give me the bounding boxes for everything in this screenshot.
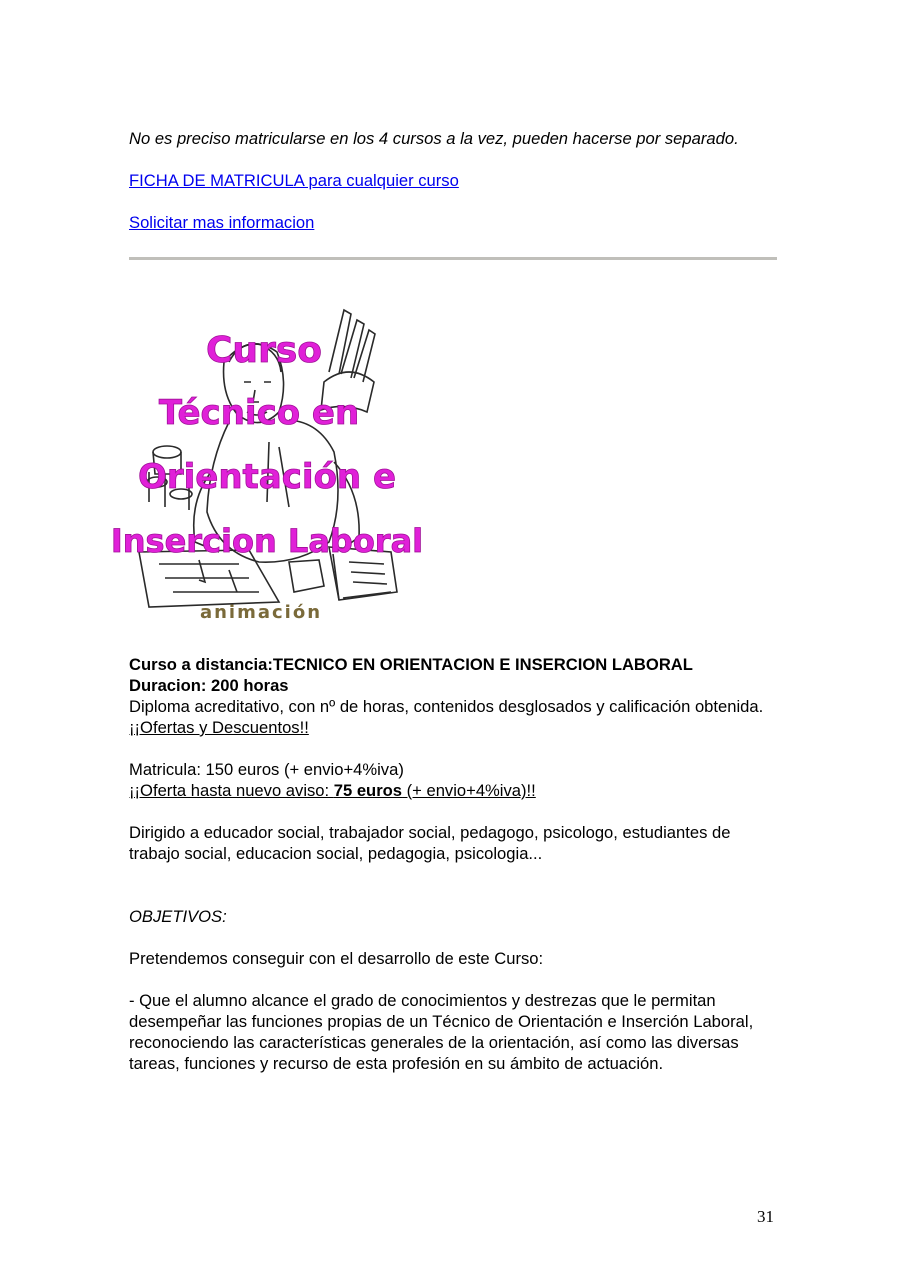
course-banner-image xyxy=(110,302,424,628)
offers-link[interactable]: ¡¡Ofertas y Descuentos!! xyxy=(129,718,309,737)
more-info-link[interactable]: Solicitar mas informacion xyxy=(129,213,315,232)
banner-title-line-1: Curso xyxy=(206,330,322,371)
banner-title-line-4: Insercion Laboral xyxy=(110,522,424,560)
offer-price: 75 euros xyxy=(333,781,403,800)
banner-title-line-2: Técnico en xyxy=(158,393,360,433)
offer-suffix: (+ envio+4%iva)!! xyxy=(402,781,536,800)
page-number: 31 xyxy=(757,1207,774,1226)
enrollment-price: Matricula: 150 euros (+ envio+4%iva) xyxy=(129,760,404,779)
course-duration: Duracion: 200 horas xyxy=(129,676,289,695)
enrollment-form-link[interactable]: FICHA DE MATRICULA para cualquier curso xyxy=(129,171,459,190)
course-title: Curso a distancia:TECNICO EN ORIENTACION E INSERCION LABORAL xyxy=(129,655,693,674)
intro-note: No es preciso matricularse en los 4 cursos a la vez, pueden hacerse por separado. xyxy=(129,129,739,148)
banner-footer-text: animación xyxy=(199,602,323,623)
banner-title xyxy=(111,330,423,560)
offer-line[interactable] xyxy=(129,780,777,801)
horizontal-rule xyxy=(129,257,777,260)
objectives-intro: Pretendemos conseguir con el desarrollo de este Curso: xyxy=(129,949,544,968)
document-page xyxy=(110,128,777,1074)
banner-title-line-3: Orientación e xyxy=(137,457,397,497)
offer-prefix: ¡¡Oferta hasta nuevo aviso: xyxy=(129,781,334,800)
course-diploma: Diploma acreditativo, con nº de horas, contenidos desglosados y calificación obtenida. xyxy=(129,697,764,716)
course-audience: Dirigido a educador social, trabajador social, pedagogo, psicologo, estudiantes de trabajo social, educacion social, pedagogia, psicologia... xyxy=(129,823,731,863)
objective-item: - Que el alumno alcance el grado de conocimientos y destrezas que le permitan desempeñar las funciones propias de un Técnico de Orientación e Inserción Laboral, reconociendo las características generales de la orientación, así como las diversas tareas, funciones y recurso de esta profesión en su ámbito de actuación. xyxy=(129,991,754,1073)
objectives-heading: OBJETIVOS: xyxy=(129,907,227,926)
